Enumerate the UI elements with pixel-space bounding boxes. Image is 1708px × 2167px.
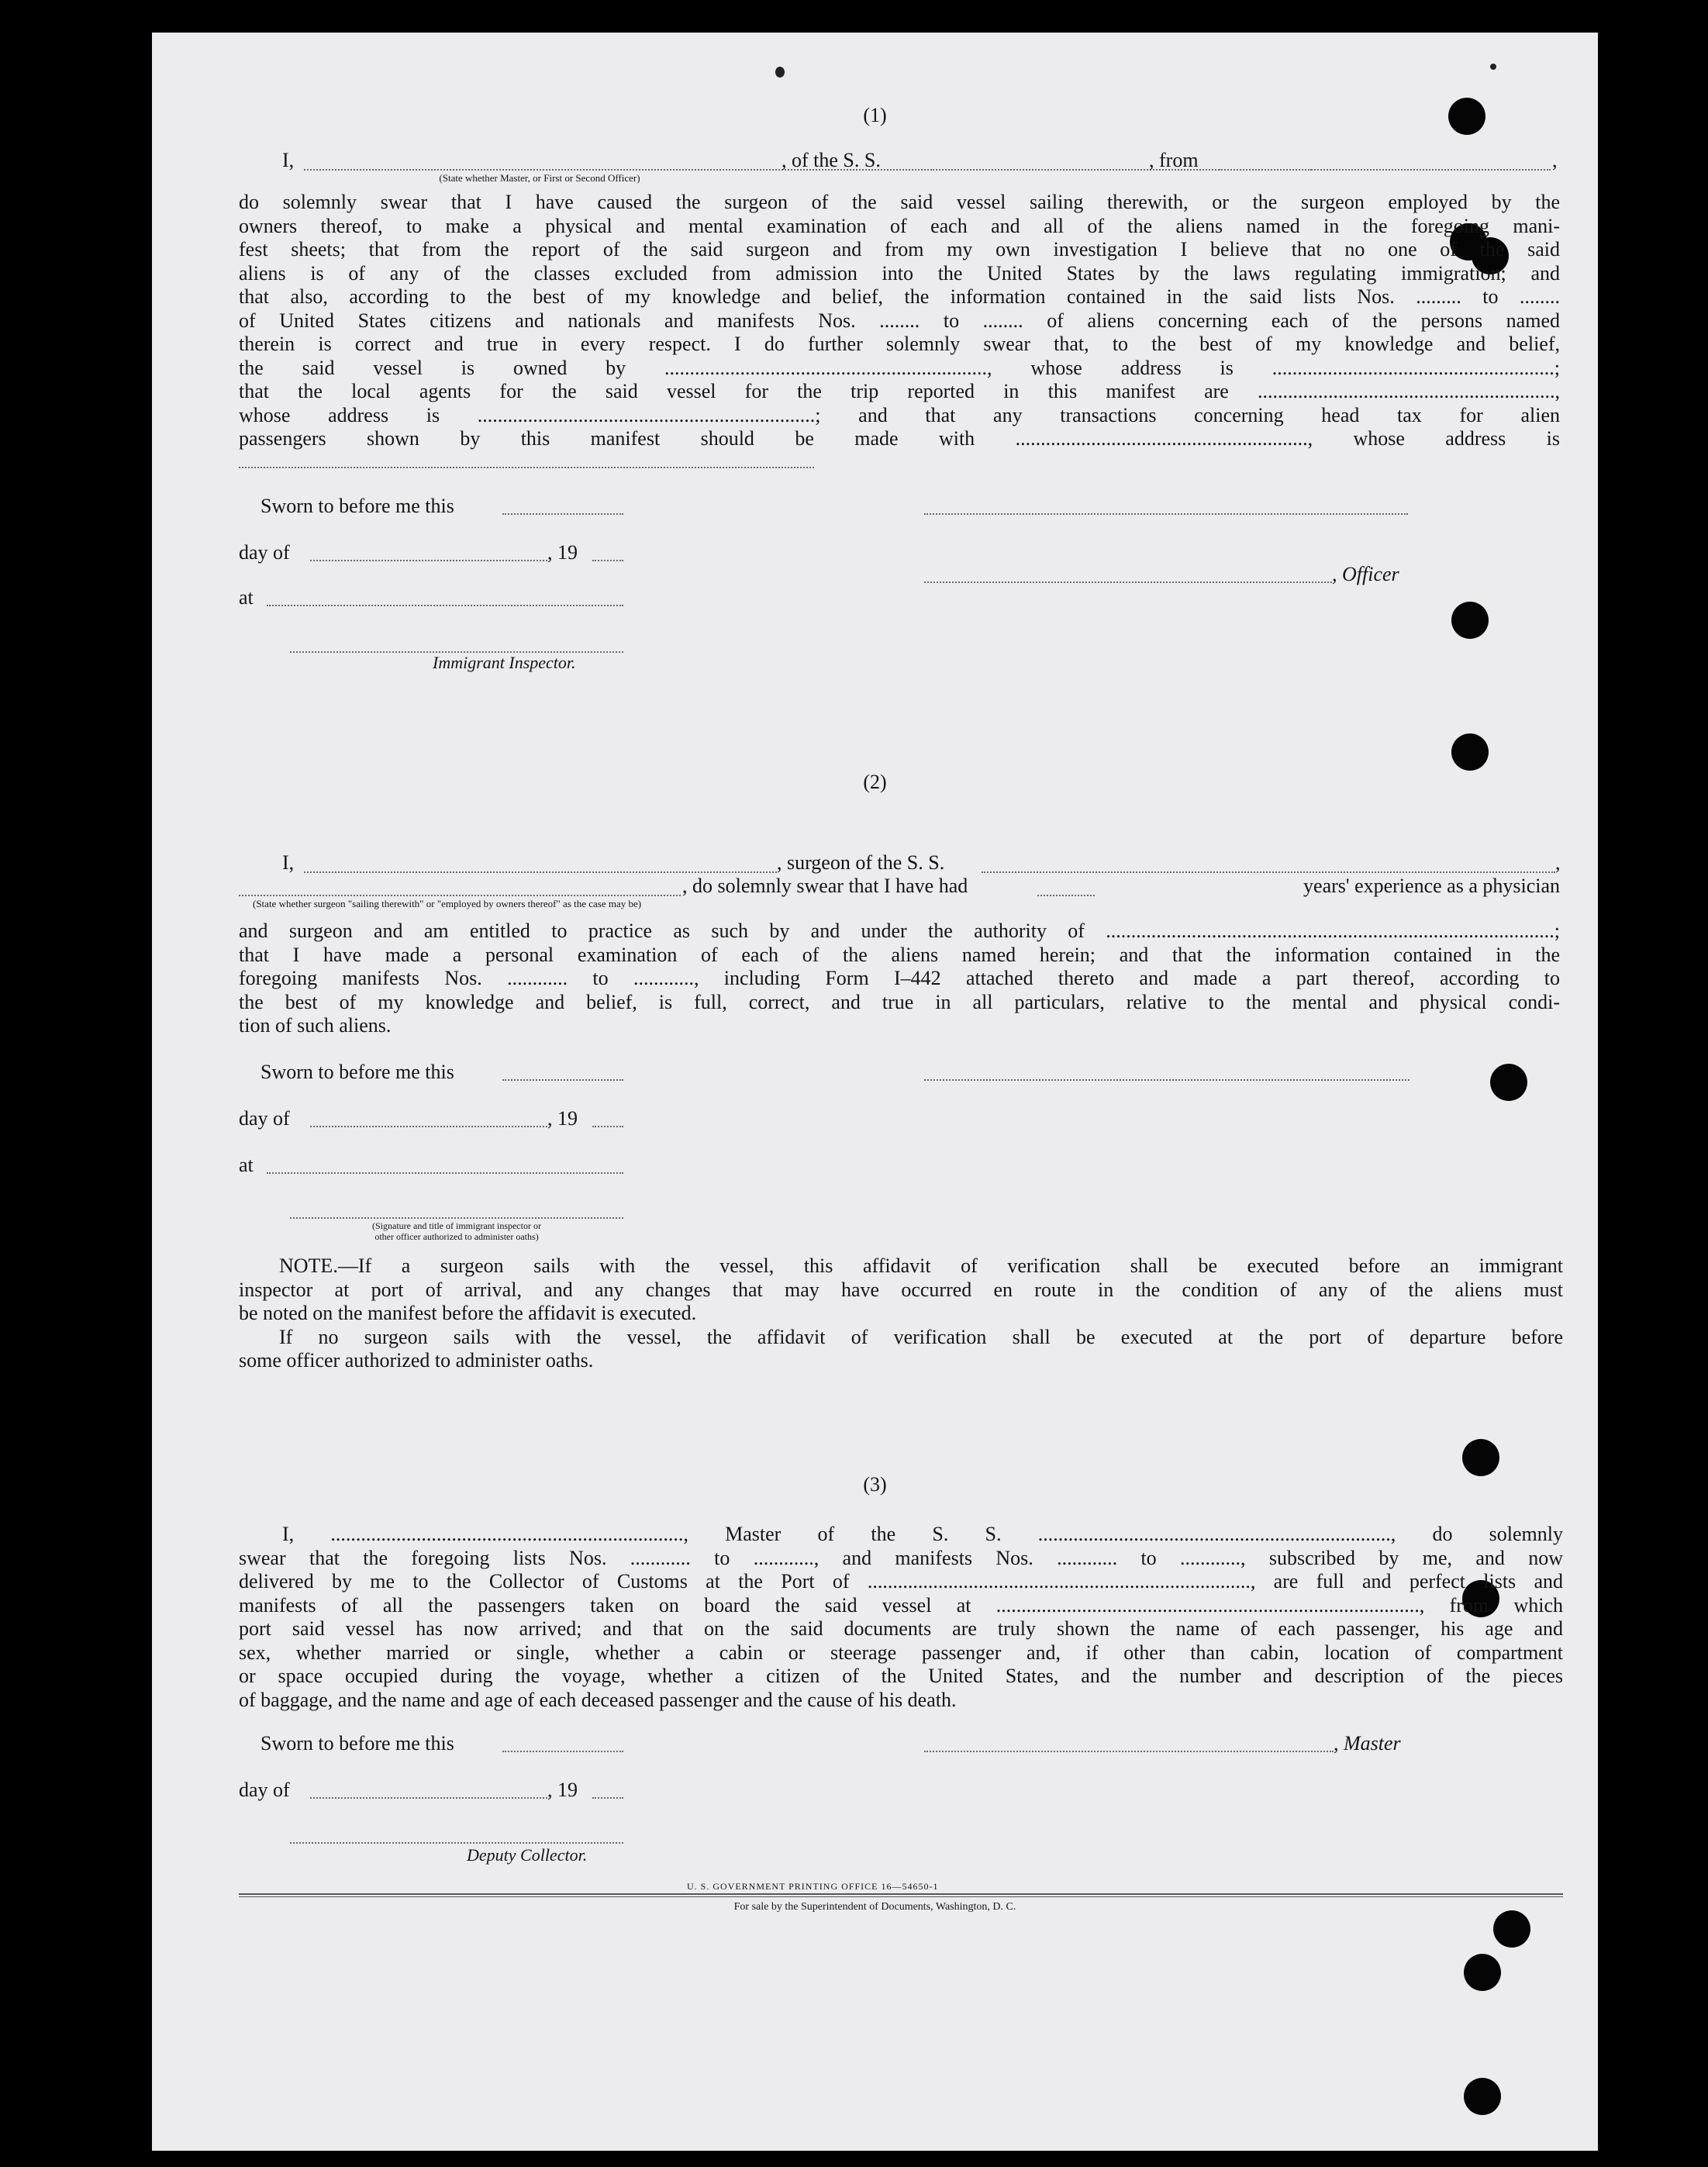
signature-caption: (Signature and title of immigrant inspector or: [372, 1220, 541, 1231]
oath-line: tion of such aliens.: [239, 1014, 392, 1037]
oath-line: swear that the foregoing lists Nos. ............ to ............, and manifests Nos. ............ to ............, subscribed by me, and now: [239, 1546, 1563, 1569]
day-of-label: day of: [239, 1779, 290, 1801]
master-label: , Master: [1334, 1732, 1401, 1755]
note-line: NOTE.—If a surgeon sails with the vessel, this affidavit of verification shall be executed before an immigrant: [279, 1254, 1563, 1277]
head-tax-address-line: [239, 467, 814, 468]
oath-line: or space occupied during the voyage, whether a citizen of the United States, and the number and description of the pieces: [239, 1665, 1563, 1687]
year-line: [592, 560, 623, 561]
oath-line: I, ......................................................................, Master of the S. S. ......................................................................, do solemnly: [282, 1523, 1563, 1545]
signature-line: [924, 513, 1408, 515]
oath-paragraph-1: [239, 191, 1560, 451]
i-label: I,: [282, 149, 295, 171]
punch-hole: [1451, 733, 1489, 771]
oath-line: that I have made a personal examination of each of the aliens named herein; and that the information contained in the: [239, 943, 1560, 966]
from-port-line: [1219, 169, 1551, 171]
oath-paragraph-3: [239, 1523, 1563, 1712]
sworn-label: Sworn to before me this: [261, 1061, 454, 1083]
oath-line: do solemnly swear that I have caused the surgeon of the said vessel sailing therewith, or the surgeon employed by the: [239, 191, 1560, 213]
surgeon-status-line: [239, 895, 681, 896]
month-line: [310, 1797, 547, 1799]
oath-line: foregoing manifests Nos. ............ to ............, including Form I–442 attached thereto and made a part thereof, according to: [239, 967, 1560, 989]
inspector-signature-line: [290, 1217, 623, 1219]
solemnly-swear-label: , do solemnly swear that I have had: [682, 875, 968, 897]
month-line: [310, 1126, 547, 1127]
i-label: I,: [282, 851, 295, 874]
note-line: inspector at port of arrival, and any changes that may have occurred en route in the condition of any of the aliens must: [239, 1278, 1563, 1301]
sworn-date-line: [502, 1751, 623, 1752]
section-number: (1): [863, 104, 887, 126]
oath-line: owners thereof, to make a physical and mental examination of each and all of the aliens named in the foregoing mani-: [239, 214, 1560, 237]
punch-hole: [1464, 1954, 1501, 1991]
signature-line: [924, 1079, 1410, 1081]
oath-line: and surgeon and am entitled to practice as such by and under the authority of .........................................................................................;: [239, 920, 1560, 942]
oath-line: passengers shown by this manifest should be made with .........................................................., whose address is: [239, 427, 1560, 450]
at-label: at: [239, 586, 254, 609]
oath-line: sex, whether married or single, whether a cabin or steerage passenger and, if other than cabin, location of compartment: [239, 1641, 1563, 1664]
oath-line: the best of my knowledge and belief, is full, correct, and true in all particulars, relative to the mental and physical condi-: [239, 990, 1560, 1013]
sworn-date-line: [502, 513, 623, 515]
punch-hole: [1462, 1439, 1499, 1476]
year-line: [592, 1126, 623, 1127]
manifest-affidavit-page: [152, 33, 1598, 2151]
section-number: (3): [863, 1473, 887, 1496]
oath-line: aliens is of any of the classes excluded from admission into the United States by the laws regulating immigration; and: [239, 261, 1560, 285]
oath-line: fest sheets; that from the report of the said surgeon and from my own investigation I believe that no one of the said: [239, 238, 1560, 261]
punch-hole: [1451, 602, 1489, 639]
printing-office-imprint: U. S. GOVERNMENT PRINTING OFFICE 16—54650-1: [687, 1881, 939, 1892]
officer-signature-line: [924, 581, 1332, 583]
years-experience-label: years' experience as a physician: [1303, 875, 1560, 897]
line-end-comma: ,: [1555, 851, 1561, 874]
year-label: , 19: [547, 1107, 578, 1130]
sworn-date-line: [502, 1079, 623, 1081]
oath-line: delivered by me to the Collector of Customs at the Port of ............................................................................, are full and perfect lists and: [239, 1570, 1563, 1592]
ink-speck: [1490, 64, 1496, 70]
inspector-label: Immigrant Inspector.: [433, 653, 576, 672]
day-of-label: day of: [239, 1107, 290, 1130]
month-line: [310, 560, 547, 561]
officer-caption: (State whether Master, or First or Second Officer): [439, 172, 640, 184]
line-end-comma: ,: [1552, 149, 1558, 171]
surgeon-of-ss-label: , surgeon of the S. S.: [777, 851, 945, 874]
officer-label: , Officer: [1332, 563, 1399, 585]
surgeon-caption: (State whether surgeon "sailing therewith" or "employed by owners thereof" as the case may be): [253, 898, 642, 909]
footer-rule: [239, 1896, 1563, 1897]
from-label: , from: [1149, 149, 1199, 171]
punch-hole: [1493, 1910, 1530, 1948]
punch-hole: [1490, 1064, 1527, 1101]
at-place-line: [267, 1172, 623, 1174]
footer-rule: [239, 1893, 1563, 1895]
vessel-name-line: [982, 871, 1555, 873]
year-label: , 19: [547, 541, 578, 564]
deputy-collector-label: Deputy Collector.: [467, 1845, 588, 1865]
of-ss-label: , of the S. S.: [782, 149, 881, 171]
oath-line: port said vessel has now arrived; and that on the said documents are truly shown the name of each passenger, his age and: [239, 1617, 1563, 1640]
surgeon-name-line: [304, 871, 777, 873]
at-label: at: [239, 1154, 254, 1176]
years-line: [1037, 895, 1095, 896]
punch-hole: [1464, 2078, 1501, 2115]
day-of-label: day of: [239, 541, 290, 564]
oath-paragraph-2: [239, 920, 1560, 1038]
year-label: , 19: [547, 1779, 578, 1801]
at-place-line: [267, 605, 623, 606]
sale-notice: For sale by the Superintendent of Documents, Washington, D. C.: [733, 1901, 1016, 1913]
oath-line: manifests of all the passengers taken on board the said vessel at ...................................................................................., from which: [239, 1593, 1563, 1617]
oath-line: of United States citizens and nationals and manifests Nos. ........ to ........ of aliens concerning each of the persons named: [239, 309, 1560, 332]
note-line: some officer authorized to administer oaths.: [239, 1349, 594, 1372]
year-line: [592, 1797, 623, 1799]
note-line: If no surgeon sails with the vessel, the affidavit of verification shall be executed at the port of departure before: [279, 1325, 1563, 1348]
oath-line: of baggage, and the name and age of each deceased passenger and the cause of his death.: [239, 1688, 957, 1711]
oath-line: therein is correct and true in every respect. I do further solemnly swear that, to the best of my knowledge and belief,: [239, 333, 1560, 355]
oath-line: whose address is ...................................................................; and that any transactions concerning head tax for alien: [239, 403, 1560, 426]
oath-line: that also, according to the best of my knowledge and belief, the information contained in the said lists Nos. ......... to ........: [239, 285, 1560, 308]
note-paragraph: [239, 1254, 1563, 1373]
oath-line: that the local agents for the said vessel for the trip reported in this manifest are ...........................................................,: [239, 380, 1560, 402]
ink-speck: [775, 67, 785, 78]
section-number: (2): [863, 771, 887, 793]
master-signature-line: [924, 1751, 1334, 1752]
signature-caption: other officer authorized to administer oaths): [374, 1231, 539, 1242]
note-line: be noted on the manifest before the affidavit is executed.: [239, 1302, 697, 1324]
oath-line: the said vessel is owned by ................................................................, whose address is ........................................................;: [239, 356, 1560, 379]
sworn-label: Sworn to before me this: [261, 1732, 454, 1755]
sworn-label: Sworn to before me this: [261, 495, 454, 517]
